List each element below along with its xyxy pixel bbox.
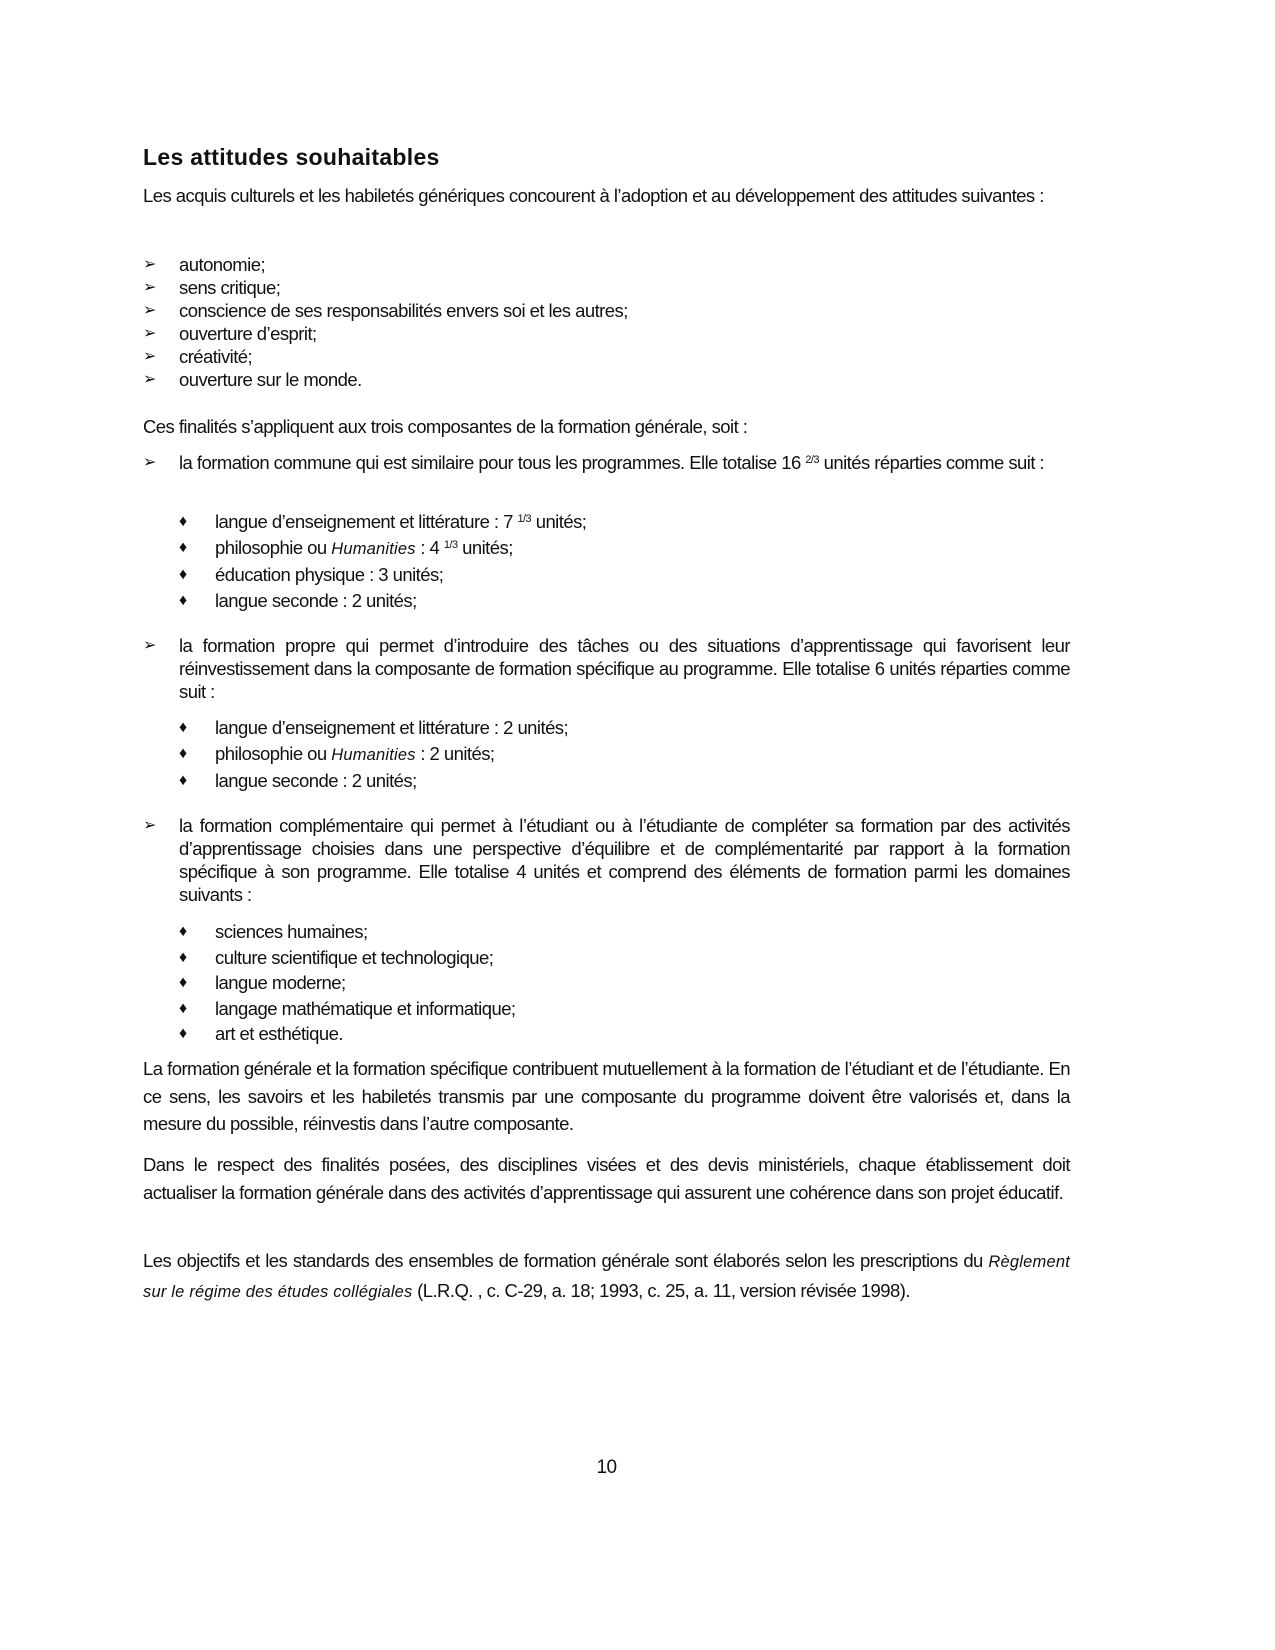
fraction: 1/3 [443,538,458,551]
formation-propre-sublist [179,715,568,794]
arrow-bullet-icon: ➢ [143,348,156,365]
list-item [179,919,516,945]
list-item [143,253,1070,276]
text: philosophie ou [215,742,332,764]
list-item [179,588,586,614]
text: unités; [531,511,587,532]
list-item [143,299,1070,322]
list-item-text: créativité; [179,346,253,367]
text: (L.R.Q. , c. C-29, a. 18; 1993, c. 25, a. 11, version révisée 1998). [412,1279,910,1301]
arrow-bullet-icon: ➢ [143,371,156,388]
formation-complementaire-item [143,814,1070,906]
text: langue seconde : 2 unités; [215,589,417,611]
paragraph-contribution: La formation générale et la formation spécifique contribuent mutuellement à la formation de l’étudiant et de l’étudiante. En ce sens, les savoirs et les habiletés transmis par une composante du programme doivent être valorisés et, dans la mesure du possible, réinvestis dans l’autre composante. [143,1058,1070,1134]
list-item-text: ouverture d’esprit; [179,323,317,344]
diamond-bullet-icon: ♦ [179,591,187,609]
text: langue moderne; [215,972,346,993]
text: Les objectifs et les standards des ensembles de formation générale sont élaborés selon les prescriptions du [143,1250,989,1271]
text: la formation propre qui permet d’introduire des tâches ou des situations d’apprentissage qui favorisent leur réinvestissement dans la composante de formation spécifique au programme. Elle totalise 6 unités réparties comme suit : [179,635,1070,702]
arrow-bullet-icon: ➢ [143,454,156,471]
fraction: 1/3 [517,513,532,525]
text: la formation commune qui est similaire pour tous les programmes. Elle totalise 16 [179,452,806,473]
list-item [179,535,586,563]
diamond-bullet-icon: ♦ [179,999,187,1017]
list-item [143,368,1070,391]
text: unités réparties comme suit : [819,452,1045,473]
list-item [179,996,516,1022]
arrow-bullet-icon: ➢ [143,302,156,319]
text: unités; [457,536,513,558]
diamond-bullet-icon: ♦ [179,948,187,966]
paragraph-objectifs [143,1247,1070,1306]
list-item [179,562,586,588]
list-item [179,970,516,996]
text: : 2 unités; [415,742,495,764]
formation-commune-sublist [179,509,586,613]
diamond-bullet-icon: ♦ [179,538,187,556]
diamond-bullet-icon: ♦ [179,1025,187,1042]
text: la formation complémentaire qui permet à l’étudiant ou à l’étudiante de compléter sa formation par des activités d’apprentissage choisies dans une perspective d’équilibre et de complémentarité par rapport à la formation spécifique à son programme. Elle totalise 4 unités et comprend des éléments de formation parmi les domaines suivants : [179,815,1070,905]
formation-complementaire-sublist [179,919,516,1047]
text: art et esthétique. [215,1023,343,1044]
text: : 4 [415,536,444,558]
list-item-text: conscience de ses responsabilités envers soi et les autres; [179,300,628,321]
list-item [179,715,568,741]
diamond-bullet-icon: ♦ [179,923,187,940]
italic-text: Règlement sur le régime des études collégiales [143,1253,1070,1301]
text: culture scientifique et technologique; [215,946,494,968]
text: langue d’enseignement et littérature : 7 [215,511,518,532]
italic-text: Humanities [331,745,416,764]
page-number: 10 [596,1457,617,1478]
text: langue seconde : 2 unités; [215,770,417,791]
formation-commune-item [143,451,1070,474]
list-item [143,345,1070,368]
list-item [179,1021,516,1047]
diamond-bullet-icon: ♦ [179,719,187,736]
diamond-bullet-icon: ♦ [179,772,187,789]
attitudes-list [143,253,1070,391]
italic-text: Humanities [331,539,416,558]
diamond-bullet-icon: ♦ [179,566,187,583]
arrow-bullet-icon: ➢ [143,325,156,342]
text: langage mathématique et informatique; [215,997,516,1019]
list-item [179,741,568,769]
list-item [143,322,1070,345]
text: langue d’enseignement et littérature : 2 unités; [215,717,569,738]
list-item [179,768,568,794]
paragraph-respect: Dans le respect des finalités posées, des disciplines visées et des devis ministériels, chaque établissement doit actualiser la formation générale dans des activités d’apprentissage qui assurent une cohérence dans son projet éducatif. [143,1154,1070,1203]
formation-propre-item [143,634,1070,703]
arrow-bullet-icon: ➢ [143,817,156,834]
fraction: 2/3 [805,454,819,466]
diamond-bullet-icon: ♦ [179,744,187,762]
section-heading: Les attitudes souhaitables [143,144,440,170]
diamond-bullet-icon: ♦ [179,513,187,530]
list-item [179,509,586,535]
arrow-bullet-icon: ➢ [143,256,156,273]
list-item-text: autonomie; [179,254,266,275]
list-item [143,276,1070,299]
finalites-paragraph: Ces finalités s’appliquent aux trois composantes de la formation générale, soit : [143,416,748,437]
text: philosophie ou [215,536,332,558]
list-item-text: ouverture sur le monde. [179,369,362,390]
list-item-text: sens critique; [179,277,281,298]
list-item [179,945,516,971]
text: éducation physique : 3 unités; [215,564,444,585]
arrow-bullet-icon: ➢ [143,279,156,296]
diamond-bullet-icon: ♦ [179,974,187,991]
text: sciences humaines; [215,921,368,942]
intro-paragraph: Les acquis culturels et les habiletés génériques concourent à l’adoption et au développement des attitudes suivantes : [143,185,1044,206]
arrow-bullet-icon: ➢ [143,637,156,654]
